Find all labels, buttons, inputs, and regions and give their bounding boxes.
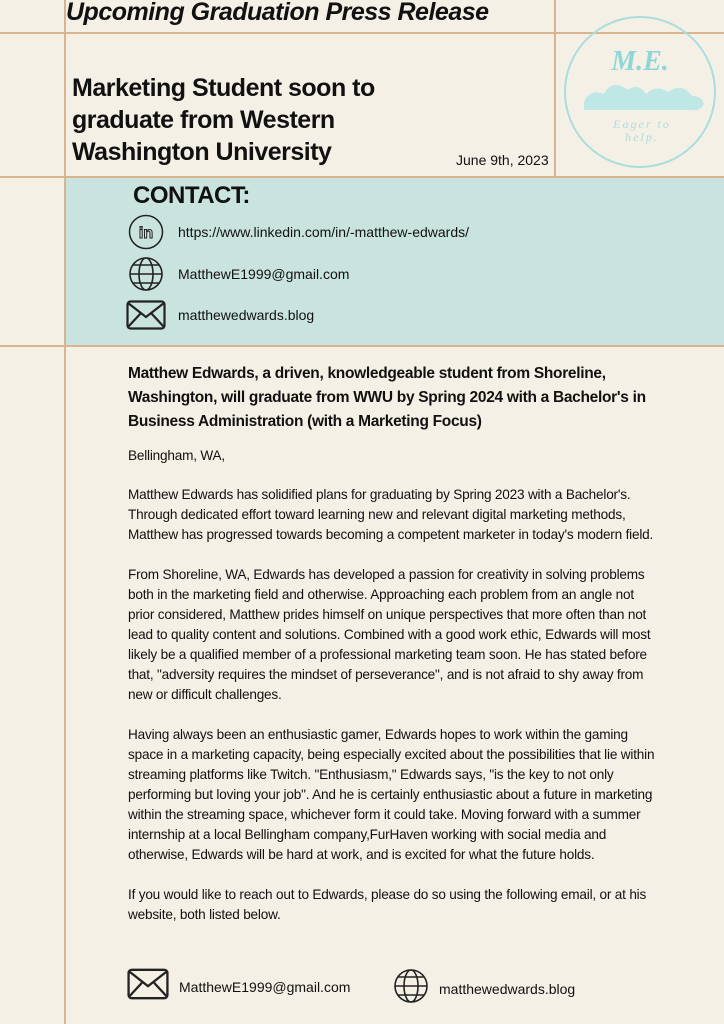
release-date: June 9th, 2023 [456,152,549,168]
footer-email-link[interactable]: MatthewE1999@gmail.com [179,978,351,995]
divider-left [64,0,66,1024]
banner-title: Upcoming Graduation Press Release [66,0,489,26]
paragraph-4: If you would like to reach out to Edwards, please do so using the following email, or at his website, both listed below. [128,887,647,922]
divider-contact [0,345,724,347]
linkedin-icon [126,214,166,250]
envelope-icon [126,297,166,333]
logo-initials: M.E. [611,46,669,77]
contact-row-linkedin[interactable] [126,214,469,250]
paragraph-3: Having always been an enthusiastic gamer, Edwards hopes to work within the gaming space in a marketing capacity, being especially excited about the possibilities that lie within streaming platforms like Twitch. "Enthusiasm," Edwards says, "is the key to not only performing but loving your job". And he is certainly enthusiastic about a future in marketing within the streaming space, whichever form it could take. Moving forward with a summer internship at a local Bellingham company,FurHaven working with social media and otherwise, Edwards will be hard at work, and is excited for what the future holds. [128,727,655,862]
email-link[interactable]: MatthewE1999@gmail.com [178,266,350,282]
me-logo [562,14,718,170]
contact-title: CONTACT: [133,182,250,209]
logo-tagline-1: Eager to [613,117,671,131]
footer-blog-link[interactable]: matthewedwards.blog [439,980,576,997]
page-title: Marketing Student soon to graduate from Western Washington University [72,74,375,166]
footer-blog[interactable] [393,968,575,1009]
blog-link[interactable]: matthewedwards.blog [178,307,315,323]
contact-row-blog[interactable] [126,297,314,333]
svg-text:in: in [138,225,154,242]
paragraph-1: Matthew Edwards has solidified plans for graduating by Spring 2023 with a Bachelor's. Through dedicated effort toward learning new and relevant digital marketing methods, Matthew has progressed towards becoming a competent marketer in today's modern field. [128,487,654,542]
globe-icon [126,256,166,292]
dateline: Bellingham, WA, [128,448,225,463]
article-body [128,362,658,945]
divider-right [554,0,556,178]
globe-icon [393,968,429,1009]
footer-email[interactable] [127,968,350,1005]
paragraph-2: From Shoreline, WA, Edwards has developed a passion for creativity in solving problems both in the marketing field and otherwise. Approaching each problem from an angle not prior considered, Matthew prides himself on unique perspectives that more often than not lead to quality content and solutions. Combined with a good work ethic, Edwards will most likely be a qualified member of a professional marketing team soon. He has stated before that, "adversity requires the mindset of perseverance", and is not afraid to shy away from new or difficult challenges. [128,567,651,702]
logo-tagline-2: help. [625,130,659,144]
envelope-icon [127,968,169,1005]
article-lead: Matthew Edwards, a driven, knowledgeable student from Shoreline, Washington, will graduate from WWU by Spring 2024 with a Bachelor's in Business Administration (with a Marketing Focus) [128,365,646,430]
linkedin-link[interactable]: https://www.linkedin.com/in/-matthew-edwards/ [178,224,469,240]
contact-row-email[interactable] [126,256,349,292]
